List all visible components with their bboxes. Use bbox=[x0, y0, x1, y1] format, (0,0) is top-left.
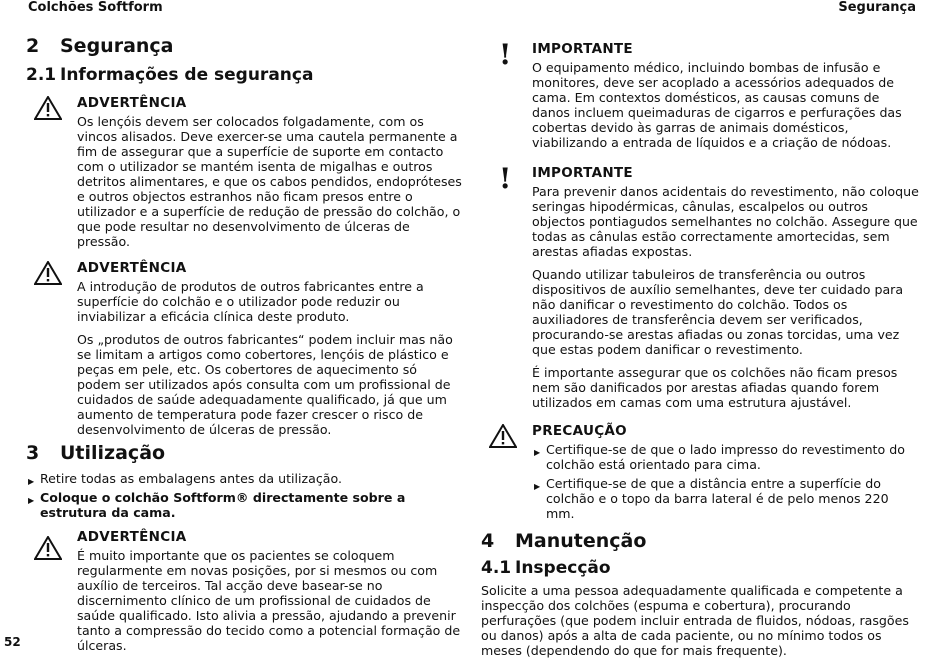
section-title: Inspecção bbox=[515, 558, 611, 578]
list-item: ▶ Retire todas as embalagens antes da utilização. bbox=[26, 471, 462, 486]
triangle-bullet-icon: ▶ bbox=[534, 448, 541, 457]
caution-title: PRECAUÇÃO bbox=[532, 423, 627, 439]
important-block-2 bbox=[481, 164, 921, 410]
section-2-heading bbox=[26, 34, 462, 58]
important-block-1 bbox=[481, 40, 921, 150]
warning-triangle-icon bbox=[34, 536, 62, 560]
triangle-bullet-icon: ▶ bbox=[534, 482, 541, 491]
section-number: 2 bbox=[26, 35, 40, 57]
warning-title: ADVERTÊNCIA bbox=[77, 529, 187, 545]
section-title: Utilização bbox=[60, 442, 166, 464]
warning-triangle-icon bbox=[489, 424, 517, 448]
header-section-name: Segurança bbox=[838, 0, 916, 15]
list-item: ▶ Certifique-se de que a distância entre a superfície do colchão e o topo da barra lateral é de pelo menos 220 mm. bbox=[534, 476, 889, 521]
left-column bbox=[26, 34, 462, 661]
warning-title: ADVERTÊNCIA bbox=[77, 260, 187, 276]
caution-block bbox=[481, 422, 921, 521]
section-title: Segurança bbox=[60, 35, 174, 57]
page-header bbox=[0, 0, 950, 18]
warning-text: Os lençóis devem ser colocados folgadamente, com os vincos alisados. Deve exercer-se uma cautela permanente a fim de assegurar que a superfície de suporte em contacto com o utilizador se mantém isenta de migalhas e outros detritos alimentares, e que os cabos pendidos, endopróteses e outros objectos estranhos não ficam presos entre o utilizador e a superfície de redução de pressão do colchão, o que pode resultar no desenvolvimento de úlceras de pressão. bbox=[77, 114, 462, 249]
exclamation-icon: ! bbox=[499, 162, 512, 195]
inspection-text: Solicite a uma pessoa adequadamente qualificada e competente a inspecção dos colchões (espuma e cobertura), procurando perfurações (que podem incluir entrada de fluidos, nódoas, rasgões ou danos) após a alta de cada paciente, ou no mínimo todos os meses (dependendo do que for mais frequente). bbox=[481, 583, 909, 658]
section-2-1-heading bbox=[26, 64, 462, 86]
warning-block-2 bbox=[26, 259, 462, 437]
section-number: 2.1 bbox=[26, 65, 57, 85]
warning-triangle-icon bbox=[34, 261, 62, 285]
important-title: IMPORTANTE bbox=[532, 41, 633, 57]
page-number: 52 bbox=[4, 635, 21, 649]
section-title: Manutenção bbox=[515, 530, 647, 552]
warning-title: ADVERTÊNCIA bbox=[77, 95, 187, 111]
important-text: Para prevenir danos acidentais do revestimento, não coloque seringas hipodérmicas, cânulas, escalpelos ou outros objectos pontiagudos semelhantes no colchão. Assegure que todas as cânulas estão correctamente amortecidas, sem arestas afiadas expostas. bbox=[532, 184, 919, 259]
warning-block-1 bbox=[26, 94, 462, 249]
warning-block-3 bbox=[26, 528, 462, 653]
section-4-heading bbox=[481, 529, 921, 553]
triangle-bullet-icon: ▶ bbox=[28, 496, 35, 505]
usage-list bbox=[26, 471, 462, 520]
warning-triangle-icon bbox=[34, 96, 62, 120]
important-title: IMPORTANTE bbox=[532, 165, 633, 181]
warning-text: Os „produtos de outros fabricantes“ podem incluir mas não se limitam a artigos como cobertores, lençóis de plástico e peças em pele, etc. Os cobertores de aquecimento só podem ser utilizados após consulta com um profissional de cuidados de saúde adequadamente qualificado, já que um aumento de temperatura pode fazer crescer o risco de desenvolvimento de úlceras de pressão. bbox=[77, 332, 453, 437]
header-product-name: Colchões Softform bbox=[28, 0, 163, 15]
warning-text: A introdução de produtos de outros fabricantes entre a superfície do colchão e o utilizador pode reduzir ou inviabilizar a eficácia clínica deste produto. bbox=[77, 279, 424, 324]
list-item: ▶ Certifique-se de que o lado impresso do revestimento do colchão está orientado para cima. bbox=[534, 442, 905, 472]
section-number: 3 bbox=[26, 442, 40, 464]
important-text: Quando utilizar tabuleiros de transferência ou outros dispositivos de auxílio semelhantes, deve ter cuidado para não danificar o revestimento do colchão. Todos os auxiliadores de transferência devem ser verificados, procurando-se arestas afiadas ou zonas torcidas, uma vez que estas podem danificar o revestimento. bbox=[532, 267, 904, 357]
section-3-heading bbox=[26, 441, 462, 465]
important-text: É importante assegurar que os colchões não ficam presos nem são danificados por arestas afiadas quando forem utilizados em camas com uma estrutura ajustável. bbox=[532, 365, 898, 410]
right-column bbox=[481, 40, 921, 666]
section-title: Informações de segurança bbox=[60, 65, 314, 85]
important-text: O equipamento médico, incluindo bombas de infusão e monitores, deve ser acoplado a acessórios adequados de cama. Em contextos domésticos, as causas comuns de danos incluem queimaduras de cigarros e perfurações das cobertas devido às garras de animais domésticos, viabilizando a entrada de líquidos e a criação de nódoas. bbox=[532, 60, 902, 150]
triangle-bullet-icon: ▶ bbox=[28, 477, 35, 486]
section-4-1-heading bbox=[481, 557, 921, 579]
exclamation-icon: ! bbox=[499, 38, 512, 71]
section-number: 4 bbox=[481, 530, 495, 552]
warning-text: É muito importante que os pacientes se coloquem regularmente em novas posições, por si mesmos ou com auxílio de terceiros. Tal acção deve basear-se no discernimento clínico de um profissional de cuidados de saúde qualificado. Isto alivia a pressão, ajudando a prevenir tanto a compressão do tecido como a potencial formação de úlceras. bbox=[77, 548, 461, 653]
list-item: ▶ Coloque o colchão Softform® directamente sobre a estrutura da cama. bbox=[28, 490, 406, 520]
section-number: 4.1 bbox=[481, 558, 512, 578]
